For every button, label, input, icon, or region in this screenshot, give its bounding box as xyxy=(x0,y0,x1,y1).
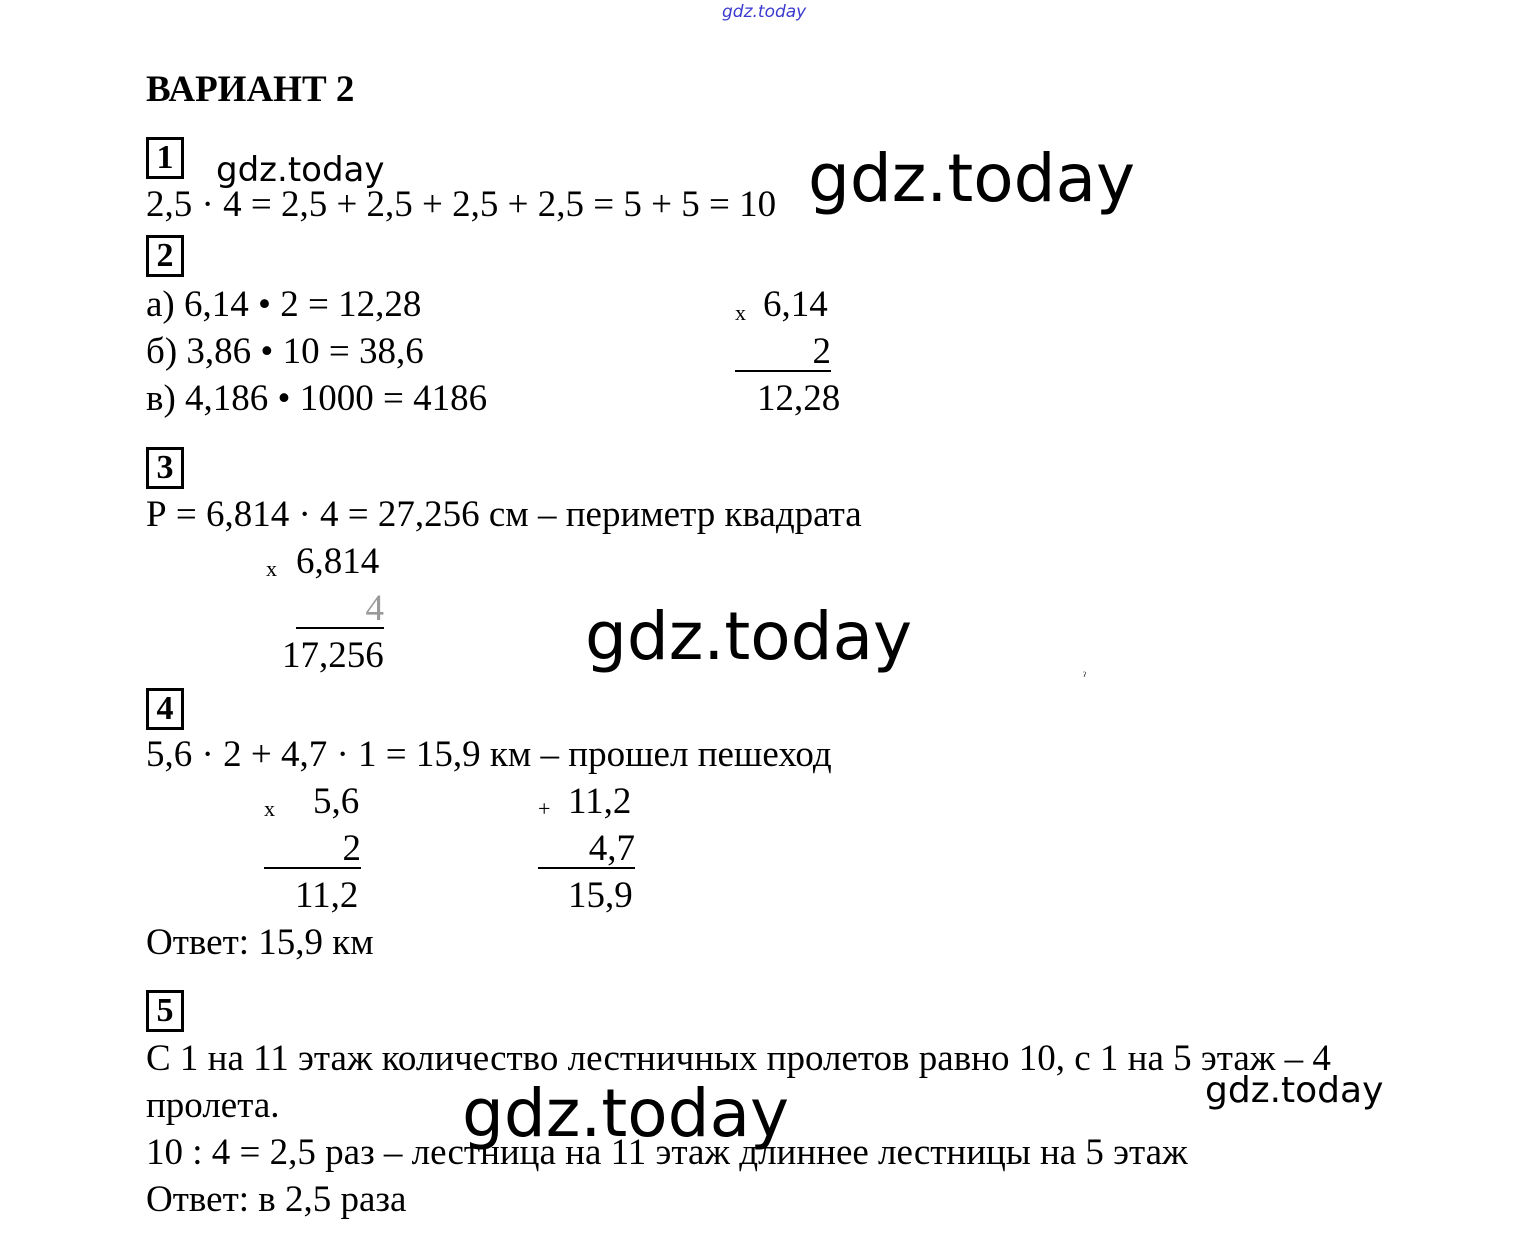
watermark-top: gdz.today xyxy=(722,2,807,22)
column-result: 15,9 xyxy=(568,875,633,916)
watermark-large: gdz.today xyxy=(462,1075,790,1152)
column-operand xyxy=(296,590,384,629)
column-operand-underlined: 2 xyxy=(735,333,831,372)
watermark-large: gdz.today xyxy=(585,598,913,675)
page-title: ВАРИАНТ 2 xyxy=(146,69,355,110)
column-operand-underlined: 4,7 xyxy=(538,830,635,869)
task-number-box: 3 xyxy=(146,447,184,489)
task-line: С 1 на 11 этаж количество лестничных пролетов равно 10, с 1 на 5 этаж – 4 xyxy=(146,1038,1331,1079)
column-operand xyxy=(735,333,831,372)
watermark-large: gdz.today xyxy=(808,140,1136,217)
multiply-sign: x xyxy=(266,556,277,581)
watermark-small: gdz.today xyxy=(1205,1070,1384,1111)
column-result: 11,2 xyxy=(295,875,359,916)
task-line: 10 : 4 = 2,5 раз – лестница на 11 этаж длиннее лестницы на 5 этаж xyxy=(146,1132,1188,1173)
multiply-sign: x xyxy=(264,796,275,821)
column-operand xyxy=(538,830,635,869)
column-operand: 6,814 xyxy=(296,541,380,582)
column-operand: 6,14 xyxy=(763,284,828,325)
task-line: пролета. xyxy=(146,1085,280,1126)
task-number-box: 5 xyxy=(146,990,184,1032)
answer-line: Ответ: 15,9 км xyxy=(146,922,374,963)
column-result: 17,256 xyxy=(282,635,384,676)
column-operand-underlined: 2 xyxy=(264,830,361,869)
column-result: 12,28 xyxy=(757,378,841,419)
plus-sign: + xyxy=(538,796,551,821)
column-operand-underlined: 4 xyxy=(296,590,384,629)
task-line: 5,6 · 2 + 4,7 · 1 = 15,9 км – прошел пешеход xyxy=(146,734,832,775)
task-number-box: 4 xyxy=(146,688,184,730)
column-operand: 11,2 xyxy=(568,781,632,822)
column-operand xyxy=(264,830,361,869)
answer-line: Ответ: в 2,5 раза xyxy=(146,1179,407,1220)
multiply-sign: x xyxy=(735,300,746,325)
task-line: б) 3,86 • 10 = 38,6 xyxy=(146,331,424,372)
task-number-box: 2 xyxy=(146,235,184,277)
column-operand: 5,6 xyxy=(313,781,360,822)
watermark-small: gdz.today xyxy=(216,150,385,190)
task-line: Р = 6,814 · 4 = 27,256 см – периметр квадрата xyxy=(146,494,862,535)
task-number-box: 1 xyxy=(146,137,184,179)
task-line: в) 4,186 • 1000 = 4186 xyxy=(146,378,488,419)
task-line: 2,5 · 4 = 2,5 + 2,5 + 2,5 + 2,5 = 5 + 5 = 10 xyxy=(146,184,777,225)
task-line: а) 6,14 • 2 = 12,28 xyxy=(146,284,422,325)
stray-mark: ˀ xyxy=(1083,669,1086,683)
